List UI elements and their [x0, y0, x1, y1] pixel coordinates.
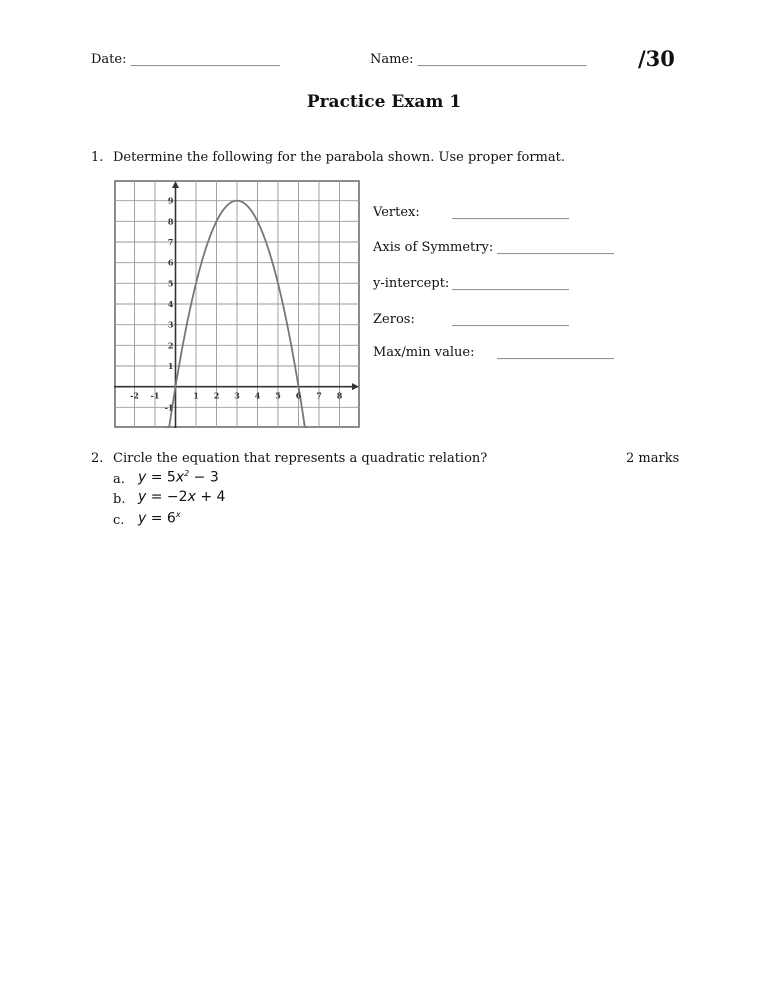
option-b-equation[interactable]	[138, 489, 225, 505]
option-c-letter: c.	[113, 513, 125, 528]
x-tick-label: 8	[336, 390, 343, 401]
y-tick-label: -1	[164, 402, 174, 413]
question-2-number: 2.	[91, 451, 104, 466]
y-tick-label: 1	[167, 361, 174, 371]
option-a-var: x	[175, 469, 185, 486]
question-1-text: Determine the following for the parabola shown. Use proper format.	[113, 150, 565, 165]
vertex-label: Vertex:	[373, 205, 420, 220]
x-tick-label: 5	[275, 390, 281, 401]
max-min-label: Max/min value:	[373, 345, 475, 360]
name-label: Name:	[370, 52, 414, 67]
date-blank[interactable]: _______________________	[130, 52, 281, 67]
date-field	[91, 52, 280, 67]
option-c-equation[interactable]	[138, 510, 181, 527]
y-tick-label: 6	[167, 257, 174, 268]
option-b-lhs: y	[138, 489, 147, 505]
x-tick-label: 6	[295, 390, 302, 401]
question-1-number: 1.	[91, 150, 104, 165]
option-b-rest: + 4	[195, 489, 226, 505]
question-2-marks: 2 marks	[626, 451, 680, 466]
x-tick-label: -1	[150, 390, 160, 401]
y-intercept-blank[interactable]: __________________	[452, 276, 569, 291]
option-a-lhs: y	[138, 469, 147, 486]
name-blank[interactable]: __________________________	[417, 52, 587, 67]
y-intercept-label: y-intercept:	[373, 276, 450, 291]
option-b[interactable]	[113, 492, 125, 507]
axis-label: Axis of Symmetry:	[373, 240, 494, 255]
y-tick-label: 9	[167, 195, 174, 206]
x-tick-label: 4	[254, 390, 261, 401]
question-2-text: Circle the equation that represents a quadratic relation?	[113, 451, 488, 466]
parabola-graph	[114, 180, 360, 428]
option-b-letter: b.	[113, 492, 126, 507]
name-field	[370, 52, 587, 67]
x-tick-label: 2	[213, 390, 220, 401]
option-c-sup: x	[175, 510, 181, 519]
y-tick-label: 3	[167, 319, 174, 330]
option-a-sup: 2	[184, 469, 190, 478]
y-tick-label: 7	[167, 237, 174, 247]
option-c-eq: = 6	[146, 510, 176, 527]
vertex-field	[373, 205, 420, 220]
x-tick-label: 1	[193, 390, 199, 401]
option-a[interactable]	[113, 472, 125, 487]
y-intercept-field	[373, 276, 449, 291]
date-label: Date:	[91, 52, 127, 67]
option-a-rest: − 3	[189, 469, 219, 486]
x-tick-label: 7	[316, 390, 322, 401]
option-b-var: x	[187, 489, 196, 505]
option-a-eq: = 5	[146, 469, 176, 486]
option-c-lhs: y	[138, 510, 147, 527]
total-score: /30	[638, 46, 675, 71]
option-a-equation[interactable]	[138, 469, 219, 486]
max-min-blank[interactable]: __________________	[497, 345, 614, 360]
max-min-field	[373, 345, 474, 360]
x-tick-label: 3	[234, 390, 240, 401]
vertex-blank[interactable]: __________________	[452, 205, 569, 220]
zeros-label: Zeros:	[373, 312, 415, 327]
axis-blank[interactable]: __________________	[497, 240, 614, 255]
option-a-letter: a.	[113, 472, 125, 487]
y-tick-label: 4	[167, 299, 174, 309]
option-c[interactable]	[113, 513, 124, 528]
y-tick-label: 2	[167, 340, 174, 351]
y-tick-label: 5	[167, 278, 174, 289]
axis-field	[373, 240, 493, 255]
x-tick-label: -2	[130, 390, 139, 401]
page-title: Practice Exam 1	[306, 92, 462, 112]
zeros-field	[373, 312, 415, 327]
y-tick-label: 8	[167, 216, 174, 227]
option-b-eq: = −2	[146, 489, 188, 505]
zeros-blank[interactable]: __________________	[452, 312, 569, 327]
